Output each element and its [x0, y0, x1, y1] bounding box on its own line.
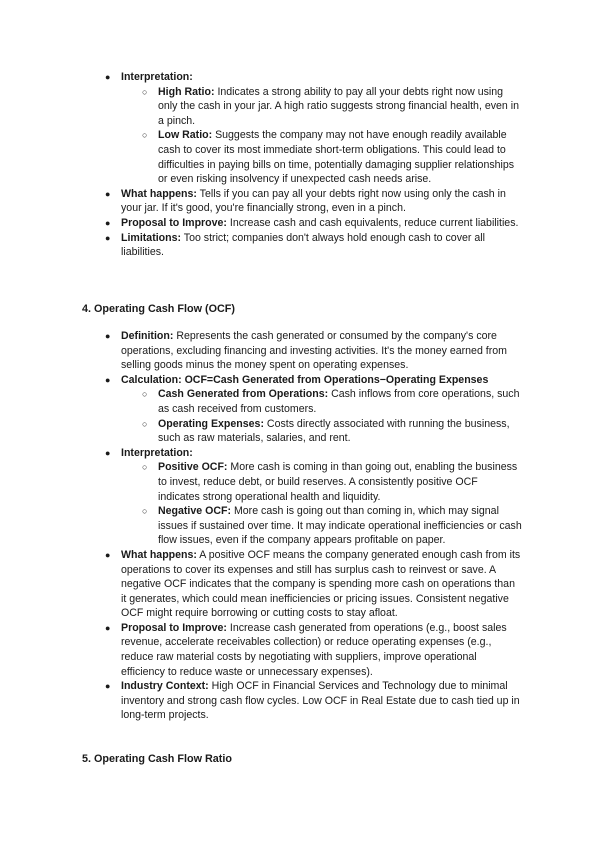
hollow-bullet-icon: ○	[142, 462, 148, 473]
list-item: ● Definition: Represents the cash generated or consumed by the company's core operations, excluding financing and investing activities. It's the money earned from selling goods minus the money spent on operating expenses.	[105, 330, 507, 372]
list-item: ● Proposal to Improve: Increase cash and cash equivalents, reduce current liabilities.	[105, 216, 519, 229]
section4-list	[0, 329, 600, 723]
bullet-icon: ●	[105, 374, 111, 385]
list-item: ● Limitations: Too strict; companies don't always hold enough cash to cover all liabilities.	[105, 231, 485, 259]
list-item: ○ Low Ratio: Suggests the company may not have enough readily available cash to cover its most immediate short-term obligations. This could lead to difficulties in paying bills on time, potentially damaging supplier relationships or even risking insolvency if unexpected cash needs arise.	[142, 129, 515, 186]
list-item: ● Industry Context: High OCF in Financial Services and Technology due to minimal inventory and strong cash flow cycles. Low OCF in Real Estate due to cash tied up in long-term projects.	[105, 680, 520, 722]
hollow-bullet-icon: ○	[142, 86, 148, 97]
bullet-icon: ●	[105, 681, 111, 692]
list-item: ● What happens: A positive OCF means the company generated enough cash from its operations to cover its expenses and still has surplus cash to reinvest or save. A negative OCF indicates that the company is spending more cash on operations than it generates, which could mean inefficiencies or pricing issues. Consistent negative OCF might require borrowing or cutting costs to stay afloat.	[105, 548, 521, 620]
list-item: ○ Operating Expenses: Costs directly associated with running the business, such as raw materials, salaries, and rent.	[142, 417, 510, 445]
list-item: ○ Positive OCF: More cash is coming in than going out, enabling the business to invest, reduce debt, or build reserves. A consistently positive OCF indicates strong operational health and liquidity.	[142, 461, 518, 503]
list-item: ● What happens: Tells if you can pay all your debts right now using only the cash in your jar. If it's good, you're financially strong, even in a pinch.	[105, 187, 506, 215]
interpretation-list	[0, 70, 600, 260]
bullet-icon: ●	[105, 549, 111, 560]
list-item: ● Calculation: OCF=Cash Generated from Operations−Operating Expenses	[105, 373, 489, 386]
list-item: ● Interpretation:	[105, 446, 193, 459]
list-item: ○ High Ratio: Indicates a strong ability to pay all your debts right now using only the cash in your jar. A high ratio suggests strong financial health, even in a pinch.	[142, 85, 519, 127]
bullet-icon: ●	[105, 447, 111, 458]
hollow-bullet-icon: ○	[142, 418, 148, 429]
bullet-icon: ●	[105, 188, 111, 199]
hollow-bullet-icon: ○	[142, 506, 148, 517]
list-item: ○ Cash Generated from Operations: Cash inflows from core operations, such as cash received from customers.	[142, 388, 520, 415]
list-item: ● Interpretation:	[105, 71, 193, 83]
section-heading: 5. Operating Cash Flow Ratio	[82, 753, 232, 765]
bullet-icon: ●	[105, 622, 111, 633]
bullet-icon: ●	[105, 331, 111, 341]
bullet-icon: ●	[105, 232, 111, 243]
section-heading: 4. Operating Cash Flow (OCF)	[82, 303, 235, 315]
hollow-bullet-icon: ○	[142, 130, 148, 141]
hollow-bullet-icon: ○	[142, 389, 148, 400]
list-item: ○ Negative OCF: More cash is going out than coming in, which may signal issues if sustained over time. It may indicate operational inefficiencies or cash flow issues, even if the company appears profitable on paper.	[142, 505, 522, 547]
bullet-icon: ●	[105, 72, 111, 82]
bullet-icon: ●	[105, 217, 111, 228]
list-item: ● Proposal to Improve: Increase cash generated from operations (e.g., boost sales revenue, accelerate receivables collection) or reduce operating expenses (e.g., reduce raw material costs by negotiating with suppliers, improve operational efficiency to reduce waste or unnecessary expenses).	[105, 621, 507, 678]
